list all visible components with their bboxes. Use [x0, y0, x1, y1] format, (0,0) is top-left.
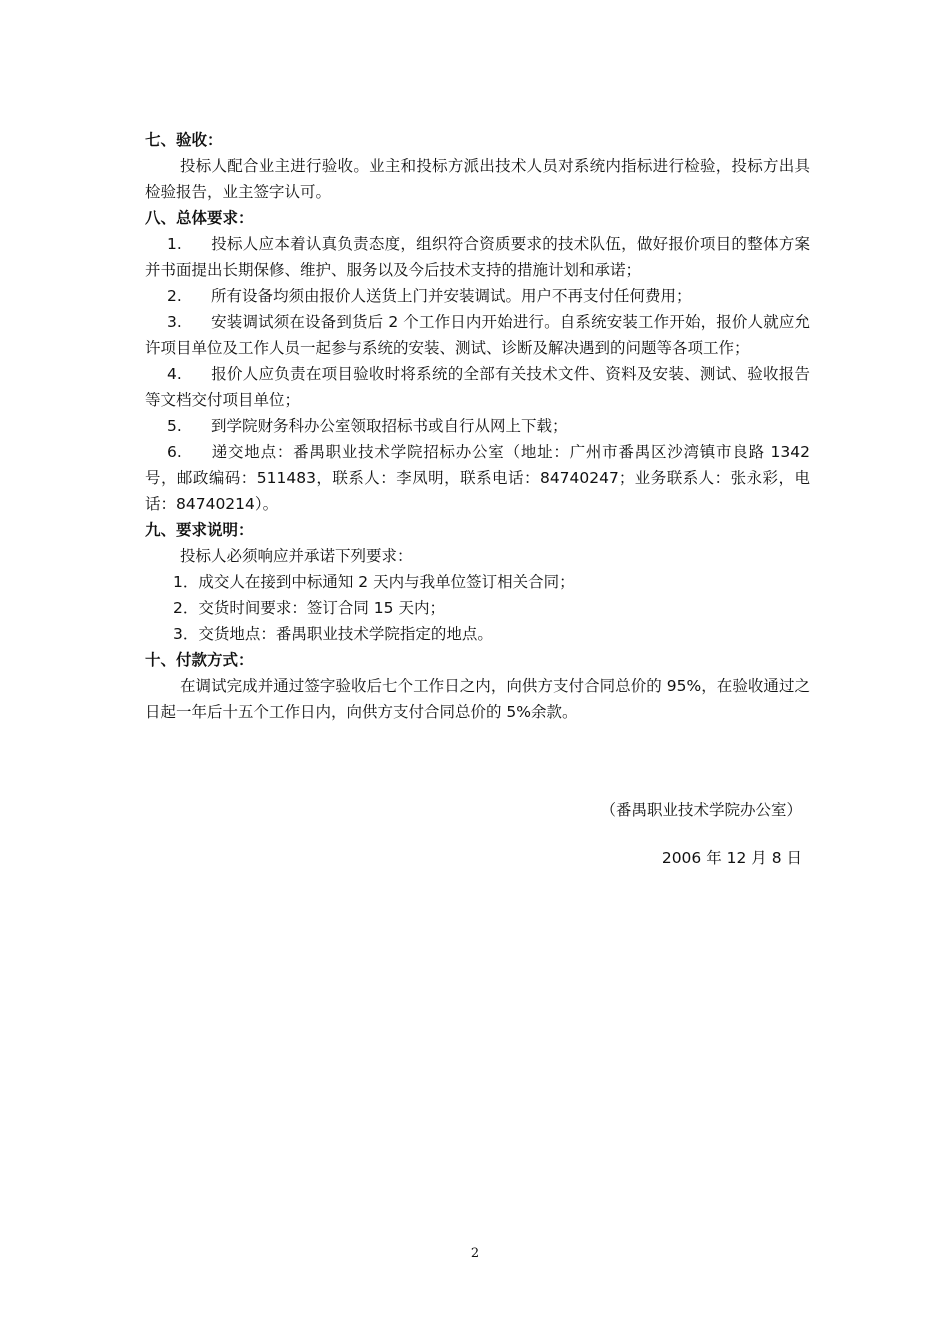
item-text: 安装调试须在设备到货后 2 个工作日内开始进行。自系统安装工作开始，报价人就应允许项目单位及工作人员一起参与系统的安装、测试、诊断及解决遇到的问题等各项工作； — [145, 313, 810, 357]
document-page — [145, 127, 810, 871]
requirement-subitem: 3．交货地点：番禺职业技术学院指定的地点。 — [173, 625, 493, 643]
requirement-item — [145, 413, 810, 439]
section-heading-requirement-notes: 九、要求说明： — [145, 521, 254, 539]
item-text: 投标人应本着认真负责态度，组织符合资质要求的技术队伍，做好报价项目的整体方案并书面提出长期保修、维护、服务以及今后技术支持的措施计划和承诺； — [145, 235, 810, 279]
signature-date: 2006 年 12 月 8 日 — [661, 849, 802, 867]
item-text: 报价人应负责在项目验收时将系统的全部有关技术文件、资料及安装、测试、验收报告等文档交付项目单位； — [145, 365, 810, 409]
requirement-item — [145, 283, 810, 309]
item-number: 2. — [167, 287, 182, 305]
section-heading-acceptance: 七、验收： — [145, 131, 223, 149]
signature-organization: （番禺职业技术学院办公室） — [600, 801, 802, 819]
item-number: 4. — [167, 365, 182, 383]
item-number: 6. — [167, 443, 182, 461]
requirement-item — [145, 361, 810, 413]
requirement-notes-intro: 投标人必须响应并承诺下列要求： — [180, 547, 413, 565]
section-heading-general-requirements: 八、总体要求： — [145, 209, 254, 227]
item-number: 5. — [167, 417, 182, 435]
requirement-item — [145, 439, 810, 517]
item-number: 3. — [167, 313, 182, 331]
requirement-item — [145, 309, 810, 361]
item-number: 1. — [167, 235, 182, 253]
item-text: 到学院财务科办公室领取招标书或自行从网上下载； — [211, 417, 568, 435]
requirement-subitem: 2．交货时间要求：签订合同 15 天内； — [173, 599, 445, 617]
requirement-subitem: 1．成交人在接到中标通知 2 天内与我单位签订相关合同； — [173, 573, 575, 591]
item-text: 所有设备均须由报价人送货上门并安装调试。用户不再支付任何费用； — [211, 287, 692, 305]
section-heading-payment: 十、付款方式： — [145, 651, 254, 669]
payment-paragraph: 在调试完成并通过签字验收后七个工作日之内，向供方支付合同总价的 95%，在验收通过之日起一年后十五个工作日内，向供方支付合同总价的 5%余款。 — [145, 677, 810, 721]
requirement-item — [145, 231, 810, 283]
item-text: 递交地点：番禺职业技术学院招标办公室（地址：广州市番禺区沙湾镇市良路 1342 号，邮政编码：511483，联系人：李凤明，联系电话：84740247；业务联系人：张永彩，电话：84740214）。 — [145, 443, 810, 513]
acceptance-paragraph: 投标人配合业主进行验收。业主和投标方派出技术人员对系统内指标进行检验，投标方出具检验报告，业主签字认可。 — [145, 157, 810, 201]
page-number: 2 — [470, 1246, 480, 1261]
